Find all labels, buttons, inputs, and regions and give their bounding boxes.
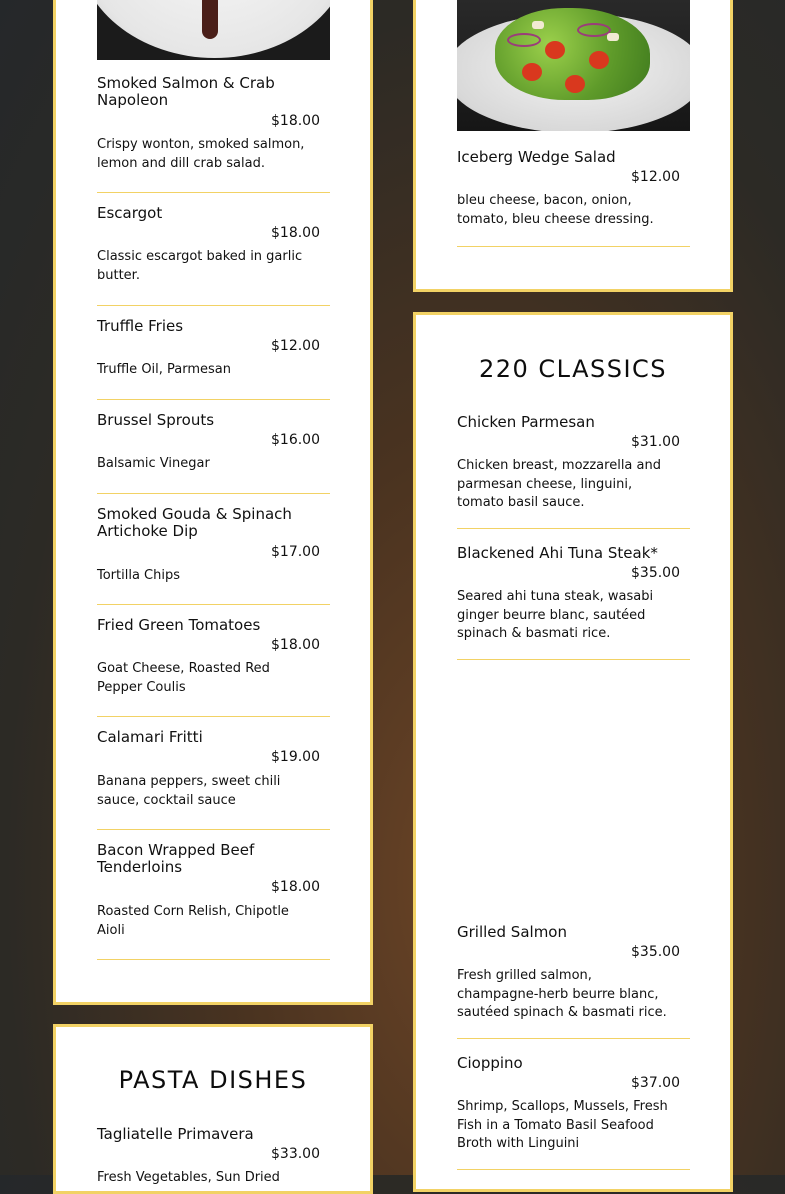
item-name: Truffle Fries	[97, 317, 184, 335]
item-divider	[457, 1038, 690, 1039]
item-price: $18.00	[271, 113, 320, 129]
item-name: Grilled Salmon	[457, 923, 567, 941]
sauce-drizzle	[202, 0, 218, 39]
item-name: Smoked Gouda & Spinach Artichoke Dip	[97, 505, 292, 540]
item-description: Fresh Vegetables, Sun Dried	[97, 1170, 280, 1185]
menu-item	[457, 544, 690, 641]
item-description: Balsamic Vinegar	[97, 456, 210, 471]
item-description: Roasted Corn Relish, Chipotle Aioli	[97, 904, 289, 938]
item-price: $12.00	[271, 338, 320, 354]
tomato-shape	[545, 41, 565, 59]
item-divider	[457, 659, 690, 660]
menu-item	[97, 505, 330, 583]
menu-item	[97, 74, 330, 171]
item-price: $18.00	[271, 637, 320, 653]
item-divider	[97, 716, 330, 717]
item-name: Fried Green Tomatoes	[97, 616, 261, 634]
item-price: $18.00	[271, 225, 320, 241]
menu-item	[97, 841, 330, 938]
tomato-shape	[522, 63, 542, 81]
item-divider	[457, 1169, 690, 1170]
item-divider	[97, 829, 330, 830]
section-title: 220 CLASSICS	[478, 355, 668, 383]
item-name: Bacon Wrapped Beef Tenderloins	[97, 841, 255, 876]
item-name: Iceberg Wedge Salad	[457, 148, 616, 166]
item-divider	[97, 399, 330, 400]
item-price: $12.00	[631, 169, 680, 185]
tomato-shape	[589, 51, 609, 69]
menu-item	[97, 728, 330, 808]
cheese-shape	[532, 21, 544, 29]
item-price: $35.00	[631, 944, 680, 960]
item-description: Chicken breast, mozzarella and parmesan cheese, linguini, tomato basil sauce.	[457, 458, 661, 510]
item-price: $31.00	[631, 434, 680, 450]
pasta-card	[53, 1024, 373, 1194]
item-price: $17.00	[271, 544, 320, 560]
item-description: Classic escargot baked in garlic butter.	[97, 249, 303, 283]
item-divider	[97, 959, 330, 960]
item-divider	[457, 528, 690, 529]
item-price: $33.00	[271, 1146, 320, 1162]
item-name: Chicken Parmesan	[457, 413, 595, 431]
menu-item	[97, 1125, 330, 1185]
item-name: Escargot	[97, 204, 163, 222]
item-description: Truffle Oil, Parmesan	[97, 362, 232, 377]
item-description: Crispy wonton, smoked salmon, lemon and dill crab salad.	[97, 137, 305, 171]
onion-shape	[507, 33, 541, 47]
item-price: $18.00	[271, 879, 320, 895]
item-description: Tortilla Chips	[97, 568, 181, 583]
item-price: $35.00	[631, 565, 680, 581]
item-name: Brussel Sprouts	[97, 411, 215, 429]
menu-item	[457, 1054, 690, 1151]
classics-card	[413, 312, 733, 1192]
item-divider	[97, 604, 330, 605]
menu-item	[457, 923, 690, 1020]
item-description: Seared ahi tuna steak, wasabi ginger beurre blanc, sautéed spinach & basmati rice.	[457, 589, 654, 641]
onion-shape	[577, 23, 611, 37]
item-name: Blackened Ahi Tuna Steak*	[457, 544, 658, 562]
item-name: Tagliatelle Primavera	[97, 1125, 254, 1143]
salad-photo	[457, 0, 690, 131]
item-divider	[97, 305, 330, 306]
item-description: Fresh grilled salmon, champagne-herb beurre blanc, sautéed spinach & basmati rice.	[457, 968, 667, 1020]
item-description: Shrimp, Scallops, Mussels, Fresh Fish in a Tomato Basil Seafood Broth with Linguini	[457, 1099, 668, 1151]
item-divider	[97, 493, 330, 494]
item-price: $37.00	[631, 1075, 680, 1091]
menu-item	[97, 317, 330, 377]
item-price: $19.00	[271, 749, 320, 765]
menu-item	[97, 616, 330, 695]
item-description: Banana peppers, sweet chili sauce, cocktail sauce	[97, 774, 281, 808]
item-divider	[97, 192, 330, 193]
appetizers-card	[53, 0, 373, 1005]
item-price: $16.00	[271, 432, 320, 448]
item-name: Smoked Salmon & Crab Napoleon	[97, 74, 275, 109]
item-description: Goat Cheese, Roasted Red Pepper Coulis	[97, 661, 270, 695]
item-name: Calamari Fritti	[97, 728, 203, 746]
item-description: bleu cheese, bacon, onion, tomato, bleu cheese dressing.	[457, 193, 654, 227]
item-divider	[457, 246, 690, 247]
salads-card	[413, 0, 733, 292]
item-name: Cioppino	[457, 1054, 523, 1072]
appetizer-photo	[97, 0, 330, 60]
menu-item	[457, 413, 690, 510]
menu-item	[97, 204, 330, 283]
menu-item	[457, 148, 690, 227]
section-title: PASTA DISHES	[118, 1066, 308, 1094]
menu-item	[97, 411, 330, 471]
tomato-shape	[565, 75, 585, 93]
cheese-shape	[607, 33, 619, 41]
